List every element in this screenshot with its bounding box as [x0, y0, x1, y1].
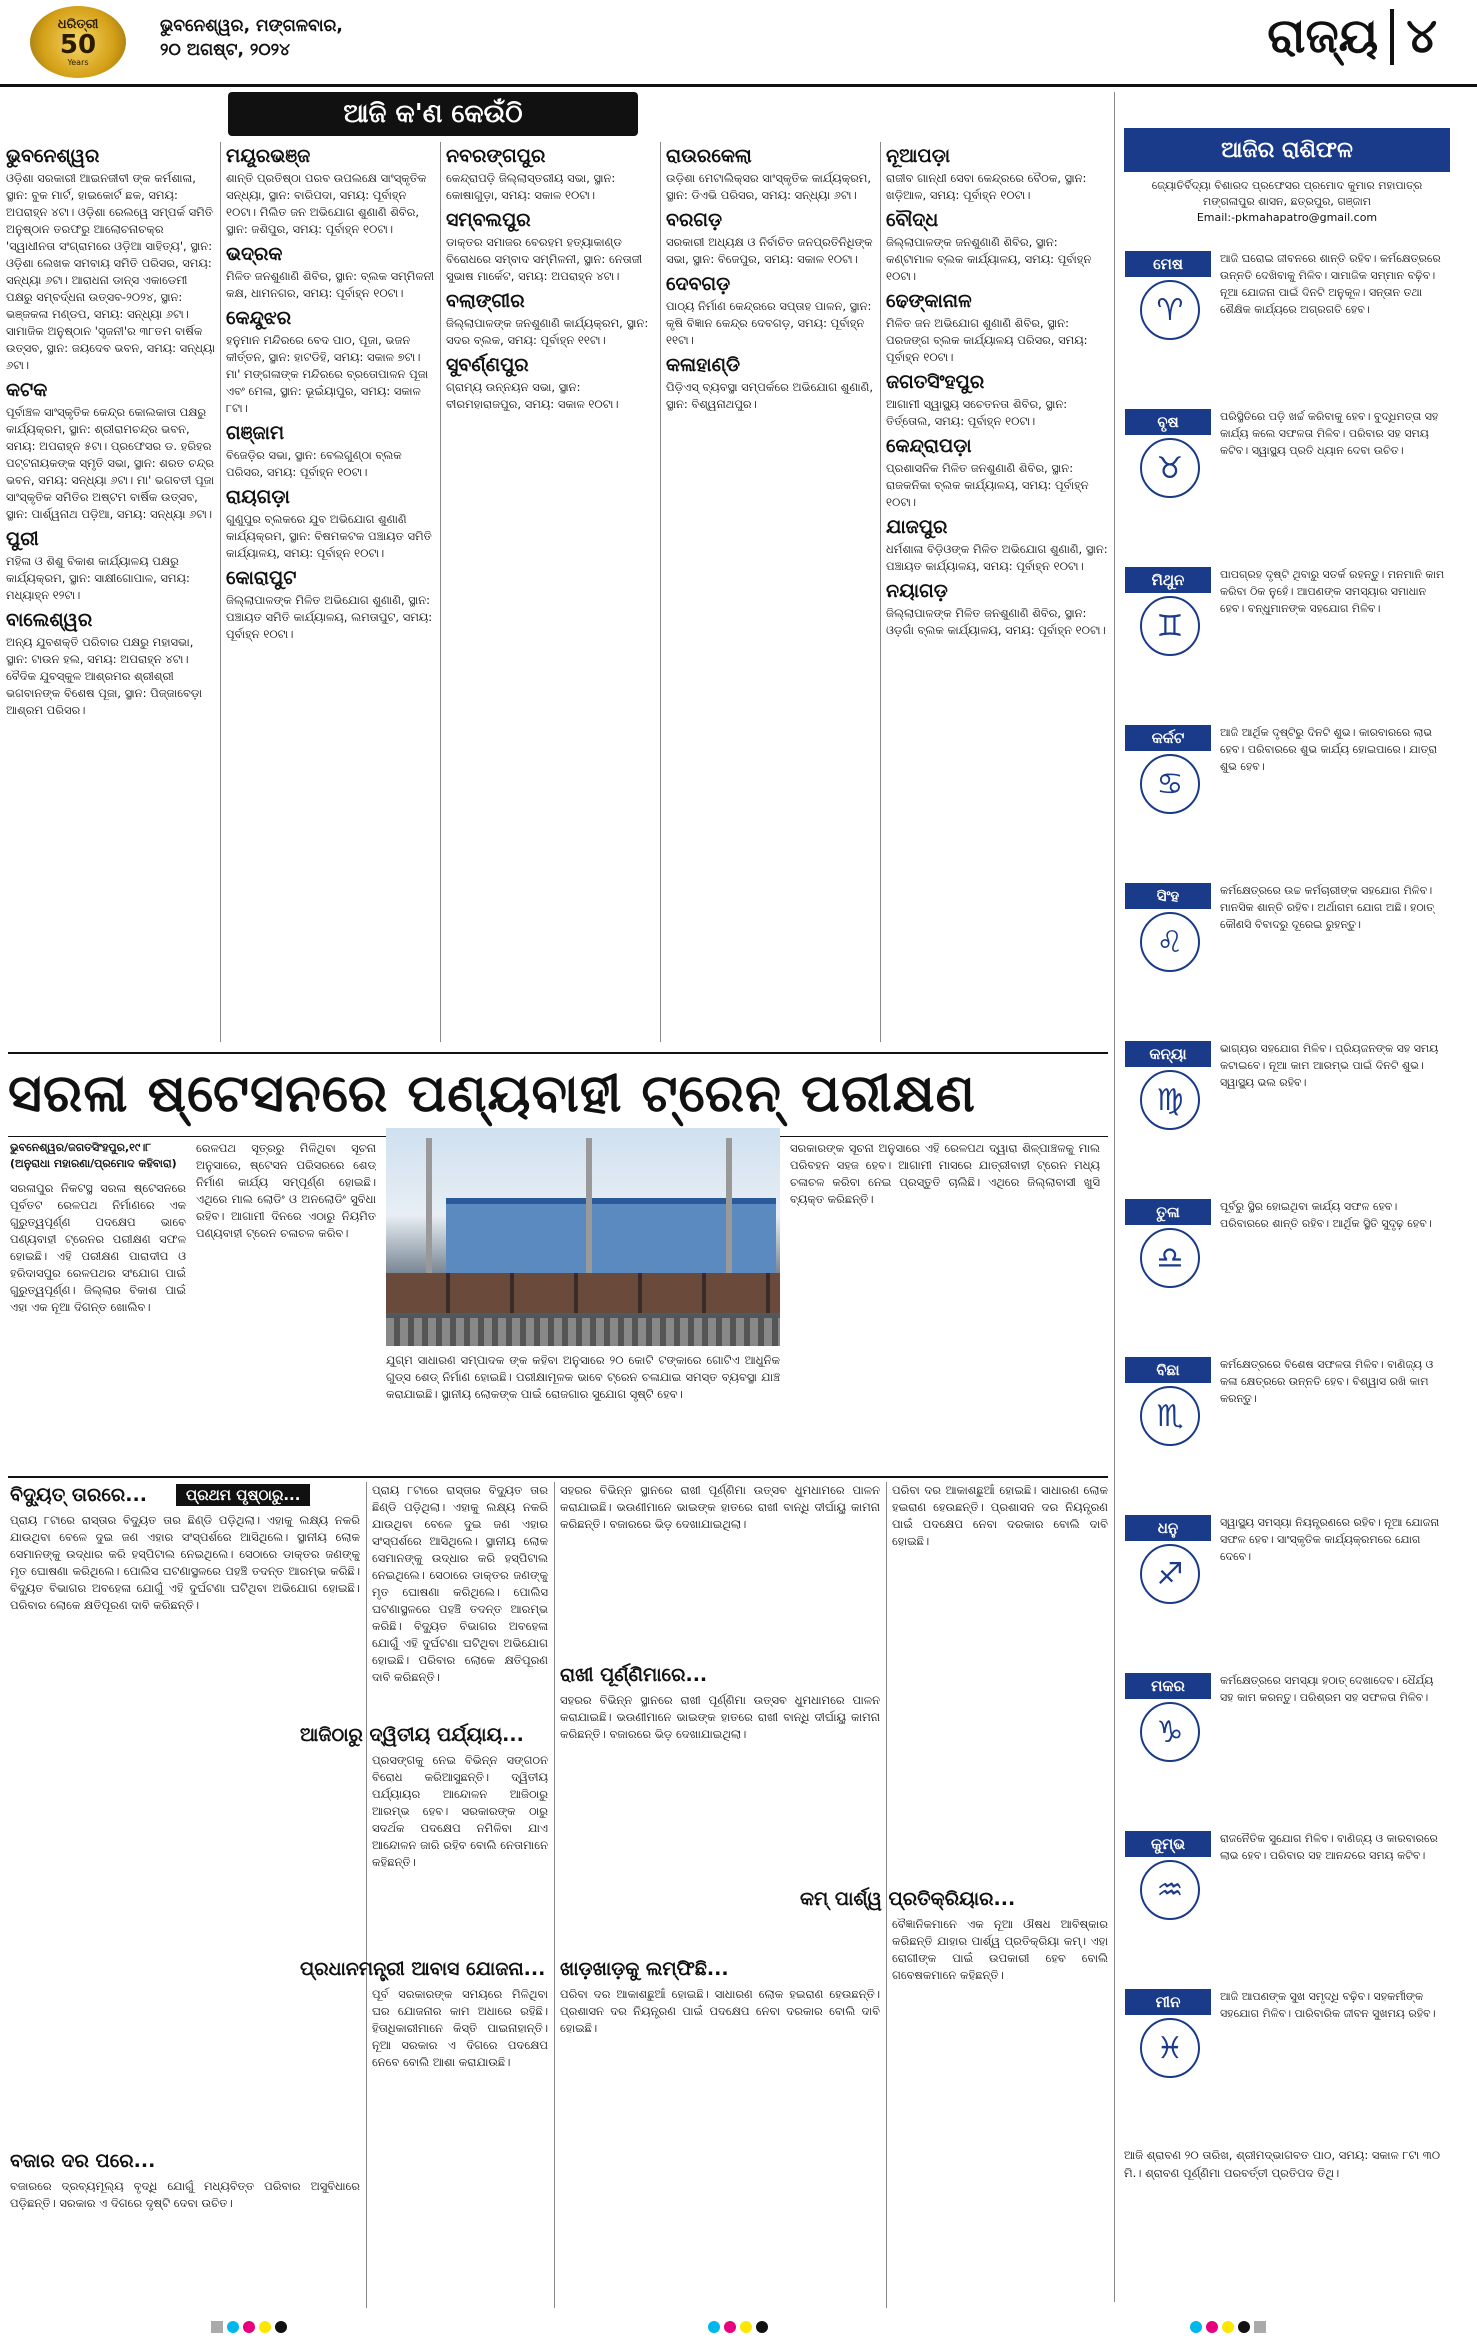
logo-sub: Years: [67, 58, 89, 67]
event-text: ଜିଲ୍ଲାପାଳଙ୍କ ଜନଶୁଣାଣି ଶିବିର, ସ୍ଥାନ: କଣ୍ଟାମାଳ ବ୍ଲକ କାର୍ଯ୍ୟାଳୟ, ସମୟ: ପୂର୍ବାହ୍ନ ୧୦ଟା।: [886, 235, 1092, 283]
events-column-1: [6, 142, 216, 1042]
event-text: ଗୁଣୁପୁର ବ୍ଲକରେ ଯୁବ ଅଭିଯୋଗ ଶୁଣାଣି କାର୍ଯ୍ୟକ୍ରମ, ସ୍ଥାନ: ବିଷମକଟକ ପଞ୍ଚାୟତ ସମିତି କାର୍ଯ୍ୟାଳୟ, ସମୟ: ପୂର୍ବାହ୍ନ ୧୦ଟା।: [226, 512, 432, 560]
black-dot: [275, 2321, 287, 2333]
story4-title: ରାଖୀ ପୂର୍ଣ୍ଣିମାରେ...: [560, 1664, 708, 1686]
event-text: ରାଜୀବ ଗାନ୍ଧୀ ସେବା କେନ୍ଦ୍ରରେ ବୈଠକ, ସ୍ଥାନ: ଖଡ଼ିଆଳ, ସମୟ: ପୂର୍ବାହ୍ନ ୧୦ଟା।: [886, 171, 1087, 202]
event-city: ରାୟଗଡ଼ା: [226, 486, 290, 508]
continued-tag: ପ୍ରଥମ ପୃଷ୍ଠାରୁ...: [176, 1484, 310, 1506]
event-city: ଦେବଗଡ଼: [666, 273, 731, 295]
event-text: କେନ୍ଦ୍ରାପଡ଼ି ଜିଲ୍ଲାସ୍ତରୀୟ ସଭା, ସ୍ଥାନ: କୋଷାଗୁଡ଼ା, ସମୟ: ସକାଳ ୧୦ଟା।: [446, 171, 616, 202]
event-text: ପିଡ଼ିଏସ୍ ବ୍ୟବସ୍ଥା ସମ୍ପର୍କରେ ଅଭିଯୋଗ ଶୁଣାଣି, ସ୍ଥାନ: ବିଶ୍ୱନାଥପୁର।: [666, 380, 873, 411]
yellow-dot: [740, 2321, 752, 2333]
byline-place: ଭୁବନେଶ୍ୱର/ଜଗତସିଂହପୁର,୧୯।୮: [10, 1141, 152, 1154]
zodiac-name: ତୁଳା: [1124, 1198, 1212, 1226]
zodiac-text: କର୍ମକ୍ଷେତ୍ରରେ ଉଚ୍ଚ କର୍ମଚାରୀଙ୍କ ସହଯୋଗ ମିଳିବ। ମାନସିକ ଶାନ୍ତି ରହିବ। ଅର୍ଥାଗମ ଯୋଗ ଅଛି। ହଠାତ୍ କୌଣସି ବିବାଦରୁ ଦୂରେଇ ରୁହନ୍ତୁ।: [1220, 884, 1435, 931]
story3-body: ପୂର୍ବ ସରକାରଙ୍କ ସମୟରେ ମିଳିଥିବା ଘର ଯୋଜନାର କାମ ଅଧାରେ ରହିଛି। ହିତାଧିକାରୀମାନେ କିସ୍ତି ପାଇନାହାନ୍ତି। ନୂଆ ସରକାର ଏ ଦିଗରେ ପଦକ୍ଷେପ ନେବେ ବୋଲି ଆଶା କରାଯାଉଛି।: [372, 1987, 548, 2069]
page-number: ୪: [1406, 8, 1437, 64]
rashifal-author: ଜ୍ୟୋତିର୍ବିଦ୍ୟା ବିଶାରଦ ପ୍ରଫେସର ପ୍ରମୋଦ କୁମାର ମହାପାତ୍ର: [1151, 179, 1423, 192]
zodiac-mesha: [1120, 246, 1454, 396]
event-city: ବରଗଡ଼: [666, 209, 723, 231]
story2-title: ଆଜିଠାରୁ ଦ୍ୱିତୀୟ ପର୍ଯ୍ୟାୟ...: [300, 1724, 524, 1746]
registration-mark: [211, 2321, 287, 2333]
story6-body: ବୈଜ୍ଞାନିକମାନେ ଏକ ନୂଆ ଔଷଧ ଆବିଷ୍କାର କରିଛନ୍ତି ଯାହାର ପାର୍ଶ୍ୱ ପ୍ରତିକ୍ରିୟା କମ୍। ଏହା ରୋଗୀଙ୍କ ପାଇଁ ଉପକାରୀ ହେବ ବୋଲି ଗବେଷକମାନେ କହିଛନ୍ତି।: [892, 1917, 1108, 1982]
event-city: ବଲାଙ୍ଗୀର: [446, 290, 525, 312]
story1-title: ବିଦ୍ୟୁତ୍ ତାରରେ...: [10, 1484, 147, 1506]
event-city: କେନ୍ଦୁଝର: [226, 307, 292, 329]
event-city: ଭୁବନେଶ୍ୱର: [6, 145, 100, 167]
event-city: କୋରାପୁଟ: [226, 567, 297, 589]
byline-authors: (ଅନୁରାଧା ମହାରଣା/ପ୍ରମୋଦ କହିବାରା): [10, 1157, 177, 1170]
cyan-dot: [708, 2321, 720, 2333]
black-dot: [756, 2321, 768, 2333]
cyan-dot: [1190, 2321, 1202, 2333]
column-divider: [554, 1482, 555, 2308]
story5-continued: ପରିବା ଦର ଆକାଶଛୁଆଁ ହୋଇଛି। ସାଧାରଣ ଲୋକ ହଇରାଣ ହେଉଛନ୍ତି। ପ୍ରଶାସନ ଦର ନିୟନ୍ତ୍ରଣ ପାଇଁ ପଦକ୍ଷେପ ନେବା ଦରକାର ବୋଲି ଦାବି ହୋଇଛି।: [892, 1483, 1108, 1548]
event-city: ରାଉରକେଲା: [666, 145, 752, 167]
zodiac-name: ବୃଷ: [1124, 408, 1212, 436]
event-city: ମୟୂରଭଞ୍ଜ: [226, 145, 311, 167]
events-banner: ଆଜି କ'ଣ କେଉଁଠି: [228, 92, 638, 136]
zodiac-tula: [1120, 1194, 1454, 1344]
event-city: ସମ୍ବଲପୁର: [446, 209, 531, 231]
event-city: ଯାଜପୁର: [886, 516, 948, 538]
event-text: ଓଡ଼ିଶା ସରକାରୀ ଆଇନଜୀବୀ ଙ୍କ କର୍ମଶାଳା, ସ୍ଥାନ: ବୁକ ମାର୍ଟ, ହାଇକୋର୍ଟ ଛକ, ସମୟ: ଅପରାହ୍ନ ୪ଟା। ଓଡ଼ିଶା ରେଲୱେ ସମ୍ପର୍କ ସମିତି ଅନୁଷ୍ଠାନ ତରଫରୁ ଆଲୋଚନାଚକ୍ର 'ସ୍ୱାଧୀନତା ସଂଗ୍ରାମରେ ଓଡ଼ିଆ ସାହିତ୍ୟ', ସ୍ଥାନ: ଓଡ଼ିଶା ଲେଖକ ସମବାୟ ସମିତି ପରିସର, ସମୟ: ସନ୍ଧ୍ୟା ୬ଟା। ଆରାଧନା ଡାନ୍ସ ଏକାଡେମୀ ପକ୍ଷରୁ ସମ୍ବର୍ଦ୍ଧନା ଉତ୍ସବ-୨୦୨୪, ସ୍ଥାନ: ଭଞ୍ଜକଳା ମଣ୍ଡପ, ସମୟ: ସନ୍ଧ୍ୟା ୬ଟା। ସାମାଜିକ ଅନୁଷ୍ଠାନ 'ସୃଜନୀ'ର ୩୮ତମ ବାର୍ଷିକ ଉତ୍ସବ, ସ୍ଥାନ: ଜୟଦେବ ଭବନ, ସମୟ: ସନ୍ଧ୍ୟା ୬ଟା।: [6, 171, 215, 372]
zodiac-dhanu: [1120, 1510, 1454, 1660]
logo-top: ଧରିତ୍ରୀ: [57, 17, 99, 32]
event-text: ପୂର୍ବାଞ୍ଚଳ ସାଂସ୍କୃତିକ କେନ୍ଦ୍ର କୋଲକାତା ପକ୍ଷରୁ କାର୍ଯ୍ୟକ୍ରମ, ସ୍ଥାନ: ଶ୍ରୀରାମଚନ୍ଦ୍ର ଭବନ, ସମୟ: ଅପରାହ୍ନ ୫ଟା। ପ୍ରଫେସର ଡ. ହରିହର ପଟ୍ଟନାୟକଙ୍କ ସ୍ମୃତି ସଭା, ସ୍ଥାନ: ଶରତ ଚନ୍ଦ୍ର ଭବନ, ସମୟ: ସନ୍ଧ୍ୟା ୬ଟା। ମା' ଭଗବତୀ ପୂଜା ସାଂସ୍କୃତିକ ସମିତିର ଅଷ୍ଟମ ବାର୍ଷିକ ଉତ୍ସବ, ସ୍ଥାନ: ପାର୍ଶ୍ୱନାଥ ପଡ଼ିଆ, ସମୟ: ସନ୍ଧ୍ୟା ୬ଟା।: [6, 405, 215, 521]
zodiac-text: ଆଜି ଆପଣଙ୍କ ସୁଖ ସମୃଦ୍ଧି ବଢ଼ିବ। ସହକର୍ମୀଙ୍କ ସହଯୋଗ ମିଳିବ। ପାରିବାରିକ ଜୀବନ ସୁଖମୟ ରହିବ।: [1220, 1990, 1436, 2020]
rashifal-title: ଆଜିର ରାଶିଫଳ: [1124, 128, 1450, 172]
magenta-dot: [243, 2321, 255, 2333]
section-divider: [1390, 9, 1394, 65]
event-text: ଉଡ଼ିଶା ମେଟାଲିକ୍ସର ସାଂସ୍କୃତିକ କାର୍ଯ୍ୟକ୍ରମ, ସ୍ଥାନ: ଡିଏଭି ପରିସର, ସମୟ: ସନ୍ଧ୍ୟା ୬ଟା।: [666, 171, 872, 202]
event-text: ହନୁମାନ ମନ୍ଦିରରେ ବେଦ ପାଠ, ପୂଜା, ଭଜନ କୀର୍ତ୍ତନ, ସ୍ଥାନ: ହାଟଡିହି, ସମୟ: ସକାଳ ୭ଟା। ମା' ମଙ୍ଗଳାଙ୍କ ମନ୍ଦିରରେ ବ୍ରତୋପାଳନ ପୂଜା ଏବଂ ମେଳା, ସ୍ଥାନ: ଭୂଇଁୟାପୁର, ସମୟ: ସକାଳ ୮ଟା।: [226, 333, 429, 415]
story1-body: ପ୍ରାୟ ୮ଟାରେ ରାସ୍ତାର ବିଦ୍ୟୁତ ତାର ଛିଣ୍ଡି ପଡ଼ିଥିଲା। ଏହାକୁ ଲକ୍ଷ୍ୟ ନକରି ଯାଉଥିବା ବେଳେ ଦୁଇ ଜଣ ଏହାର ସଂସ୍ପର୍ଶରେ ଆସିଥିଲେ। ସ୍ଥାନୀୟ ଲୋକ ସେମାନଙ୍କୁ ଉଦ୍ଧାର କରି ହସ୍ପିଟାଲ ନେଇଥିଲେ। ସେଠାରେ ଡାକ୍ତର ଜଣଙ୍କୁ ମୃତ ଘୋଷଣା କରିଥିଲେ। ପୋଲିସ ଘଟଣାସ୍ଥଳରେ ପହଞ୍ଚି ତଦନ୍ତ ଆରମ୍ଭ କରିଛି। ବିଦ୍ୟୁତ ବିଭାଗର ଅବହେଳା ଯୋଗୁଁ ଏହି ଦୁର୍ଘଟଣା ଘଟିଥିବା ଅଭିଯୋଗ ହୋଇଛି। ପରିବାର ଲୋକେ କ୍ଷତିପୂରଣ ଦାବି କରିଛନ୍ତି।: [10, 1513, 360, 1612]
zodiac-makara: [1120, 1668, 1454, 1818]
zodiac-bichha: [1120, 1352, 1454, 1502]
event-text: ଧର୍ମଶାଳା ବିଡ଼ିଓଙ୍କ ମିଳିତ ଅଭିଯୋଗ ଶୁଣାଣି, ସ୍ଥାନ: ପଞ୍ଚାୟତ କାର୍ଯ୍ୟାଳୟ, ସମୟ: ପୂର୍ବାହ୍ନ ୧୦ଟା।: [886, 542, 1108, 573]
story4-lead: ସହରର ବିଭିନ୍ନ ସ୍ଥାନରେ ରାଖୀ ପୂର୍ଣ୍ଣିମା ଉତ୍ସବ ଧୁମଧାମରେ ପାଳନ କରାଯାଇଛି। ଭଉଣୀମାନେ ଭାଇଙ୍କ ହାତରେ ରାଖୀ ବାନ୍ଧି ଦୀର୍ଘାୟୁ କାମନା କରିଛନ୍ତି। ବଜାରରେ ଭିଡ଼ ଦେଖାଯାଇଥିଲା।: [560, 1483, 880, 1531]
zodiac-text: ଆଜି ଆର୍ଥିକ ଦୃଷ୍ଟିରୁ ଦିନଟି ଶୁଭ। କାରବାରରେ ଲାଭ ହେବ। ପରିବାରରେ ଶୁଭ କାର୍ଯ୍ୟ ହୋଇପାରେ। ଯାତ୍ରା ଶୁଭ ହେବ।: [1220, 726, 1438, 773]
zodiac-text: କର୍ମକ୍ଷେତ୍ରରେ ସମସ୍ୟା ହଠାତ୍ ଦେଖାଦେବ। ଧୈର୍ଯ୍ୟ ସହ କାମ କରନ୍ତୁ। ପରିଶ୍ରମ ସହ ସଫଳତା ମିଳିବ।: [1220, 1674, 1434, 1704]
event-city: ଢେଙ୍କାନାଳ: [886, 290, 972, 312]
events-column-2: [226, 142, 436, 1042]
story7-body: ବଜାରରେ ଦ୍ରବ୍ୟମୂଲ୍ୟ ବୃଦ୍ଧି ଯୋଗୁଁ ମଧ୍ୟବିତ୍ତ ପରିବାର ଅସୁବିଧାରେ ପଡ଼ିଛନ୍ତି। ସରକାର ଏ ଦିଗରେ ଦୃଷ୍ଟି ଦେବା ଉଚିତ।: [10, 2179, 360, 2210]
zodiac-mithuna: [1120, 562, 1454, 712]
main-story-col3a: ଯୁଗ୍ମ ସାଧାରଣ ସମ୍ପାଦକ ଙ୍କ କହିବା ଅନୁସାରେ ୨୦ କୋଟି ଟଙ୍କାରେ ଗୋଟିଏ ଆଧୁନିକ ଗୁଡ୍‌ସ ଶେଡ୍ ନିର୍ମାଣ ହୋଇଛି। ପରୀକ୍ଷାମୂଳକ ଭାବେ ଟ୍ରେନ ଚଳାଯାଇ ସମସ୍ତ ବ୍ୟବସ୍ଥା ଯାଞ୍ଚ କରାଯାଇଛି। ସ୍ଥାନୀୟ ଲୋକଙ୍କ ପାଇଁ ରୋଜଗାର ସୁଯୋଗ ସୃଷ୍ଟି ହେବ।: [386, 1353, 780, 1401]
section-rule: [8, 1476, 1108, 1478]
zodiac-name: କୁମ୍ଭ: [1124, 1830, 1212, 1858]
event-text: ଡାକ୍ତର ସମାଜର ବେରହମ ହତ୍ୟାକାଣ୍ଡ ବିରୋଧରେ ସମ୍ବାଦ ସମ୍ମିଳନୀ, ସ୍ଥାନ: ନେତାଜୀ ସୁଭାଷ ମାର୍କେଟ, ସମୟ: ଅପରାହ୍ନ ୪ଟା।: [446, 235, 643, 283]
story5-body: ପରିବା ଦର ଆକାଶଛୁଆଁ ହୋଇଛି। ସାଧାରଣ ଲୋକ ହଇରାଣ ହେଉଛନ୍ତି। ପ୍ରଶାସନ ଦର ନିୟନ୍ତ୍ରଣ ପାଇଁ ପଦକ୍ଷେପ ନେବା ଦରକାର ବୋଲି ଦାବି ହୋଇଛି।: [560, 1987, 880, 2035]
gemini-icon: ♊: [1140, 596, 1200, 656]
train-photo: [386, 1128, 780, 1346]
grey-square: [211, 2321, 223, 2333]
anniversary-logo: [30, 6, 126, 78]
story4-body: ସହରର ବିଭିନ୍ନ ସ୍ଥାନରେ ରାଖୀ ପୂର୍ଣ୍ଣିମା ଉତ୍ସବ ଧୁମଧାମରେ ପାଳନ କରାଯାଇଛି। ଭଉଣୀମାନେ ଭାଇଙ୍କ ହାତରେ ରାଖୀ ବାନ୍ଧି ଦୀର୍ଘାୟୁ କାମନା କରିଛନ୍ତି। ବଜାରରେ ଭିଡ଼ ଦେଖାଯାଇଥିଲା।: [560, 1693, 880, 1741]
event-city: ନୂଆପଡ଼ା: [886, 145, 951, 167]
main-story-col1: ସରଳାପୁର ନିକଟସ୍ଥ ସରଳା ଷ୍ଟେସନରେ ପୂର୍ବତଟ ରେଳପଥ ନିର୍ମାଣରେ ଏକ ଗୁରୁତ୍ୱପୂର୍ଣ୍ଣ ପଦକ୍ଷେପ ଭାବେ ପଣ୍ୟବାହୀ ଟ୍ରେନର ପରୀକ୍ଷଣ ସଫଳ ହୋଇଛି। ଏହି ପରୀକ୍ଷଣ ପାରାଦୀପ ଓ ହରିଦାସପୁର ରେଳପଥର ସଂଯୋଗ ପାଇଁ ଗୁରୁତ୍ୱପୂର୍ଣ୍ଣ। ଜିଲ୍ଲାର ବିକାଶ ପାଇଁ ଏହା ଏକ ନୂଆ ଦିଗନ୍ତ ଖୋଲିବ।: [10, 1181, 186, 1314]
rashifal-email: Email:-pkmahapatro@gmail.com: [1196, 211, 1378, 224]
event-city: ଗଞ୍ଜାମ: [226, 422, 285, 444]
aquarius-icon: ♒: [1140, 1860, 1200, 1920]
leo-icon: ♌: [1140, 912, 1200, 972]
event-city: କଟକ: [6, 379, 48, 401]
column-divider: [220, 142, 221, 1042]
event-text: ପାଠ୍ୟ ନିର୍ମାଣ କେନ୍ଦ୍ରରେ ସପ୍ତାହ ପାଳନ, ସ୍ଥାନ: କୃଷି ବିଜ୍ଞାନ କେନ୍ଦ୍ର ଦେବଗଡ଼, ସମୟ: ପୂର୍ବାହ୍ନ ୧୧ଟା।: [666, 299, 872, 347]
zodiac-simha: [1120, 878, 1454, 1028]
date-line1: ଭୁବନେଶ୍ୱର, ମଙ୍ଗଳବାର,: [160, 16, 343, 36]
column-divider: [660, 142, 661, 1042]
event-city: ବୌଦ୍ଧ: [886, 209, 939, 231]
zodiac-name: ମୀନ: [1124, 1988, 1212, 2016]
pole: [426, 1138, 432, 1278]
event-text: ମହିଳା ଓ ଶିଶୁ ବିକାଶ କାର୍ଯ୍ୟାଳୟ ପକ୍ଷରୁ କାର୍ଯ୍ୟକ୍ରମ, ସ୍ଥାନ: ସାକ୍ଷୀଗୋପାଳ, ସମୟ: ମଧ୍ୟାହ୍ନ ୧୨ଟା।: [6, 554, 190, 602]
column-divider: [440, 142, 441, 1042]
event-text: ଜିଲ୍ଲାପାଳଙ୍କ ମିଳିତ ଅଭିଯୋଗ ଶୁଣାଣି, ସ୍ଥାନ: ପଞ୍ଚାୟତ ସମିତି କାର୍ଯ୍ୟାଳୟ, ଲମତାପୁଟ, ସମୟ: ପୂର୍ବାହ୍ନ ୧୦ଟା।: [226, 593, 433, 641]
grey-square: [1254, 2321, 1266, 2333]
event-text: ଜିଲ୍ଲାପାଳଙ୍କ ମିଳିତ ଜନଶୁଣାଣି ଶିବିର, ସ୍ଥାନ: ଓଡ଼ଗାଁ ବ୍ଲକ କାର୍ଯ୍ୟାଳୟ, ସମୟ: ପୂର୍ବାହ୍ନ ୧୦ଟା।: [886, 606, 1106, 637]
event-text: ଆଗାମୀ ସ୍ୱାସ୍ଥ୍ୟ ସଚେତନତା ଶିବିର, ସ୍ଥାନ: ତିର୍ତ୍ତୋଲ, ସମୟ: ପୂର୍ବାହ୍ନ ୧୦ଟା।: [886, 397, 1068, 428]
zodiac-name: ମିଥୁନ: [1124, 566, 1212, 594]
section-label: [1267, 8, 1437, 65]
date-line2: ୨୦ ଅଗଷ୍ଟ, ୨୦୨୪: [160, 40, 291, 60]
zodiac-text: ପୂର୍ବରୁ ସ୍ଥିର ହୋଇଥିବା କାର୍ଯ୍ୟ ସଫଳ ହେବ। ପରିବାରରେ ଶାନ୍ତି ରହିବ। ଆର୍ଥିକ ସ୍ଥିତି ସୁଦୃଢ଼ ହେବ।: [1220, 1200, 1432, 1230]
zodiac-text: ପରିସ୍ଥିତିରେ ପଡ଼ି ଖର୍ଚ୍ଚ କରିବାକୁ ହେବ। ବୁଦ୍ଧିମତ୍ତା ସହ କାର୍ଯ୍ୟ କଲେ ସଫଳତା ମିଳିବ। ପରିବାର ସହ ସମୟ କଟିବ। ସ୍ୱାସ୍ଥ୍ୟ ପ୍ରତି ଧ୍ୟାନ ଦେବା ଉଚିତ।: [1220, 410, 1439, 457]
pisces-icon: ♓: [1140, 2018, 1200, 2078]
yellow-dot: [1222, 2321, 1234, 2333]
event-city: ପୁରୀ: [6, 528, 39, 550]
logo-number: 50: [59, 30, 97, 60]
event-city: ବାଲେଶ୍ୱର: [6, 609, 93, 631]
event-city: ସୁବର୍ଣ୍ଣପୁର: [446, 354, 529, 376]
events-column-5: [886, 142, 1108, 1042]
main-headline: ସରଳା ଷ୍ଟେସନରେ ପଣ୍ୟବାହୀ ଟ୍ରେନ୍ ପରୀକ୍ଷଣ: [8, 1052, 1108, 1137]
zodiac-text: ପାପଗ୍ରହ ଦୃଷ୍ଟି ଥିବାରୁ ସତର୍କ ରହନ୍ତୁ। ମନମାନି କାମ କରିବା ଠିକ ନୁହେଁ। ଆପଣଙ୍କ ସମସ୍ୟାର ସମାଧାନ ହେବ। ବନ୍ଧୁମାନଙ୍କ ସହଯୋଗ ମିଳିବ।: [1220, 568, 1445, 615]
event-city: କଳାହାଣ୍ଡି: [666, 354, 741, 376]
column-divider: [366, 1482, 367, 2308]
registration-mark: [708, 2321, 768, 2333]
zodiac-name: ସିଂହ: [1124, 882, 1212, 910]
zodiac-name: ମେଷ: [1124, 250, 1212, 278]
capricorn-icon: ♑: [1140, 1702, 1200, 1762]
pole: [586, 1138, 592, 1278]
magenta-dot: [724, 2321, 736, 2333]
dateline: [160, 14, 343, 62]
event-city: ନବରଙ୍ଗପୁର: [446, 145, 546, 167]
main-byline: [10, 1140, 177, 1172]
event-city: ନୟାଗଡ଼: [886, 580, 948, 602]
zodiac-meena: [1120, 1984, 1454, 2134]
magenta-dot: [1206, 2321, 1218, 2333]
rashifal-divider: [1114, 92, 1115, 2302]
section-name: ରାଜ୍ୟ: [1267, 8, 1379, 64]
story5-title: ଖାଡ଼ଖାଡ଼କୁ ଲମ୍ଫିଛି...: [560, 1958, 729, 1980]
event-text: ଗ୍ରାମ୍ୟ ଉନ୍ନୟନ ସଭା, ସ୍ଥାନ: ବୀରମହାରାଜପୁର, ସମୟ: ସକାଳ ୧୦ଟା।: [446, 380, 619, 411]
zodiac-name: ଧନୁ: [1124, 1514, 1212, 1542]
cancer-icon: ♋: [1140, 754, 1200, 814]
cyan-dot: [227, 2321, 239, 2333]
zodiac-name: କନ୍ୟା: [1124, 1040, 1212, 1068]
rashifal-footer: ଆଜି ଶ୍ରାବଣ ୨୦ ତାରିଖ, ଶ୍ରୀମଦ୍‌ଭାଗବତ ପାଠ, ସମୟ: ସକାଳ ୮ଟା ୩୦ ମି.। ଶ୍ରାବଣ ପୂର୍ଣ୍ଣିମା ପରବର୍ତ୍ତୀ ପ୍ରତିପଦ ତିଥି।: [1124, 2148, 1441, 2180]
event-city: କେନ୍ଦ୍ରାପଡ଼ା: [886, 435, 972, 457]
zodiac-text: ଭାଗ୍ୟର ସହଯୋଗ ମିଳିବ। ପ୍ରିୟଜନଙ୍କ ସହ ସମୟ କଟାଇବେ। ନୂଆ କାମ ଆରମ୍ଭ ପାଇଁ ଦିନଟି ଶୁଭ। ସ୍ୱାସ୍ଥ୍ୟ ଭଲ ରହିବ।: [1220, 1042, 1439, 1089]
print-marks: [0, 2314, 1477, 2339]
zodiac-name: କର୍କଟ: [1124, 724, 1212, 752]
event-text: ମିଳିତ ଜନଶୁଣାଣି ଶିବିର, ସ୍ଥାନ: ବ୍ଲକ ସମ୍ମିଳନୀ କକ୍ଷ, ଧାମନଗର, ସମୟ: ପୂର୍ବାହ୍ନ ୧୦ଟା।: [226, 269, 435, 300]
masthead: [0, 0, 1477, 87]
event-text: ଅନ୍ୟ ଯୁବଶକ୍ତି ପରିବାର ପକ୍ଷରୁ ମହାସଭା, ସ୍ଥାନ: ଟାଉନ ହଲ, ସମୟ: ଅପରାହ୍ନ ୪ଟା। ବୈଦିକ ଯୁବସ୍କୁଳ ଆଶ୍ରମର ଶ୍ରୀଶ୍ରୀ ଭଗବାନଙ୍କ ବିଶେଷ ପୂଜା, ସ୍ଥାନ: ପିଜ୍ଜାବେଡ଼ା ଆଶ୍ରମ ପରିସର।: [6, 635, 202, 717]
event-text: ଶାନ୍ତି ପ୍ରତିଷ୍ଠା ପରବ ଉପଲକ୍ଷେ ସାଂସ୍କୃତିକ ସନ୍ଧ୍ୟା, ସ୍ଥାନ: ବାରିପଦା, ସମୟ: ପୂର୍ବାହ୍ନ ୧୦ଟା। ମିଲିତ ଜନ ଅଭିଯୋଗ ଶୁଣାଣି ଶିବିର, ସ୍ଥାନ: ଜଶିପୁର, ସମୟ: ପୂର୍ବାହ୍ନ ୧୦ଟା।: [226, 171, 427, 236]
railway-track: [386, 1318, 780, 1346]
yellow-dot: [259, 2321, 271, 2333]
black-dot: [1238, 2321, 1250, 2333]
pole: [726, 1138, 732, 1278]
story6-title: କମ୍ ପାର୍ଶ୍ୱ ପ୍ରତିକ୍ରିୟାର...: [800, 1888, 1016, 1910]
event-text: ପ୍ରଶାସନିକ ମିଳିତ ଜନଶୁଣାଣି ଶିବିର, ସ୍ଥାନ: ରାଜକନିକା ବ୍ଲକ କାର୍ଯ୍ୟାଳୟ, ସମୟ: ପୂର୍ବାହ୍ନ ୧୦ଟା।: [886, 461, 1089, 509]
zodiac-kanya: [1120, 1036, 1454, 1186]
libra-icon: ♎: [1140, 1228, 1200, 1288]
taurus-icon: ♉: [1140, 438, 1200, 498]
story2-body: ପ୍ରସଙ୍ଗକୁ ନେଇ ବିଭିନ୍ନ ସଙ୍ଗଠନ ବିରୋଧ କରିଆସୁଛନ୍ତି। ଦ୍ୱିତୀୟ ପର୍ଯ୍ୟାୟର ଆନ୍ଦୋଳନ ଆଜିଠାରୁ ଆରମ୍ଭ ହେବ। ସରକାରଙ୍କ ଠାରୁ ସଦର୍ଥକ ପଦକ୍ଷେପ ନମିଳିବା ଯାଏ ଆନ୍ଦୋଳନ ଜାରି ରହିବ ବୋଲି ନେତାମାନେ କହିଛନ୍ତି।: [372, 1753, 548, 1869]
event-city: ଭଦ୍ରକ: [226, 243, 283, 265]
zodiac-kumbha: [1120, 1826, 1454, 1976]
zodiac-name: ମକର: [1124, 1672, 1212, 1700]
event-text: ମିଳିତ ଜନ ଅଭିଯୋଗ ଶୁଣାଣି ଶିବିର, ସ୍ଥାନ: ପରଜଙ୍ଗ ବ୍ଲକ କାର୍ଯ୍ୟାଳୟ ପରିସର, ସମୟ: ପୂର୍ବାହ୍ନ ୧୦ଟା।: [886, 316, 1088, 364]
scorpio-icon: ♏: [1140, 1386, 1200, 1446]
events-column-4: [666, 142, 876, 1042]
zodiac-brisha: [1120, 404, 1454, 554]
event-text: ଜିଲ୍ଲାପାଳଙ୍କ ଜନଶୁଣାଣି କାର୍ଯ୍ୟକ୍ରମ, ସ୍ଥାନ: ସଦର ବ୍ଲକ, ସମୟ: ପୂର୍ବାହ୍ନ ୧୧ଟା।: [446, 316, 649, 347]
sagittarius-icon: ♐: [1140, 1544, 1200, 1604]
story1-continued: ପ୍ରାୟ ୮ଟାରେ ରାସ୍ତାର ବିଦ୍ୟୁତ ତାର ଛିଣ୍ଡି ପଡ଼ିଥିଲା। ଏହାକୁ ଲକ୍ଷ୍ୟ ନକରି ଯାଉଥିବା ବେଳେ ଦୁଇ ଜଣ ଏହାର ସଂସ୍ପର୍ଶରେ ଆସିଥିଲେ। ସ୍ଥାନୀୟ ଲୋକ ସେମାନଙ୍କୁ ଉଦ୍ଧାର କରି ହସ୍ପିଟାଲ ନେଇଥିଲେ। ସେଠାରେ ଡାକ୍ତର ଜଣଙ୍କୁ ମୃତ ଘୋଷଣା କରିଥିଲେ। ପୋଲିସ ଘଟଣାସ୍ଥଳରେ ପହଞ୍ଚି ତଦନ୍ତ ଆରମ୍ଭ କରିଛି। ବିଦ୍ୟୁତ ବିଭାଗର ଅବହେଳା ଯୋଗୁଁ ଏହି ଦୁର୍ଘଟଣା ଘଟିଥିବା ଅଭିଯୋଗ ହୋଇଛି। ପରିବାର ଲୋକେ କ୍ଷତିପୂରଣ ଦାବି କରିଛନ୍ତି।: [372, 1483, 548, 1684]
zodiac-text: ରାଜନୈତିକ ସୁଯୋଗ ମିଳିବ। ବାଣିଜ୍ୟ ଓ କାରବାରରେ ଲାଭ ହେବ। ପରିବାର ସହ ଆନନ୍ଦରେ ସମୟ କଟିବ।: [1220, 1832, 1438, 1862]
virgo-icon: ♍: [1140, 1070, 1200, 1130]
rashifal-address: ମଙ୍ଗଳାପୁର ଶାସନ, ଛତ୍ରପୁର, ଗଞ୍ଜାମ: [1203, 195, 1371, 208]
event-text: ସରକାରୀ ଅଧ୍ୟକ୍ଷ ଓ ନିର୍ବାଚିତ ଜନପ୍ରତିନିଧିଙ୍କ ସଭା, ସ୍ଥାନ: ବିଜେପୁର, ସମୟ: ସକାଳ ୧୦ଟା।: [666, 235, 873, 266]
registration-mark: [1190, 2321, 1266, 2333]
story7-title: ବଜାର ଦର ପରେ...: [10, 2150, 156, 2172]
zodiac-name: ବିଛା: [1124, 1356, 1212, 1384]
zodiac-text: ଆଜି ଘରୋଇ ଜୀବନରେ ଶାନ୍ତି ରହିବ। କର୍ମକ୍ଷେତ୍ରରେ ଉନ୍ନତି ଦେଖିବାକୁ ମିଳିବ। ସାମାଜିକ ସମ୍ମାନ ବଢ଼ିବ। ନୂଆ ଯୋଜନା ପାଇଁ ଦିନଟି ଅନୁକୂଳ। ସନ୍ତାନ ତଥା ଶୈକ୍ଷିକ କାର୍ଯ୍ୟରେ ଅଗ୍ରଗତି ହେବ।: [1220, 252, 1441, 316]
event-text: ବିଜେଡ଼ିର ସଭା, ସ୍ଥାନ: ବେଲଗୁଣ୍ଠା ବ୍ଲକ ପରିସର, ସମୟ: ପୂର୍ବାହ୍ନ ୧୦ଟା।: [226, 448, 402, 479]
event-city: ଜଗତସିଂହପୁର: [886, 371, 985, 393]
events-column-3: [446, 142, 656, 1042]
story3-title: ପ୍ରଧାନମନ୍ତ୍ରୀ ଆବାସ ଯୋଜନା...: [300, 1958, 546, 1980]
column-divider: [880, 142, 881, 1042]
zodiac-text: କର୍ମକ୍ଷେତ୍ରରେ ବିଶେଷ ସଫଳତା ମିଳିବ। ବାଣିଜ୍ୟ ଓ କଳା କ୍ଷେତ୍ରରେ ଉନ୍ନତି ହେବ। ବିଶ୍ୱାସ ରଖି କାମ କରନ୍ତୁ।: [1220, 1358, 1434, 1405]
goods-train: [386, 1273, 780, 1313]
zodiac-karkata: [1120, 720, 1454, 870]
aries-icon: ♈: [1140, 280, 1200, 340]
main-story-col4: ସରକାରଙ୍କ ସୂଚନା ଅନୁସାରେ ଏହି ରେଳପଥ ଦ୍ୱାରା ଶିଳ୍ପାଞ୍ଚଳକୁ ମାଲ ପରିବହନ ସହଜ ହେବ। ଆଗାମୀ ମାସରେ ଯାତ୍ରୀବାହୀ ଟ୍ରେନ ମଧ୍ୟ ଚଳାଚଳ କରିବା ନେଇ ପ୍ରସ୍ତୁତି ଚାଲିଛି। ଏଥିରେ ଜିଲ୍ଲାବାସୀ ଖୁସି ବ୍ୟକ୍ତ କରିଛନ୍ତି।: [790, 1141, 1100, 1206]
rashifal-byline: [1124, 178, 1450, 226]
zodiac-text: ସ୍ୱାସ୍ଥ୍ୟ ସମସ୍ୟା ନିୟନ୍ତ୍ରଣରେ ରହିବ। ନୂଆ ଯୋଜନା ସଫଳ ହେବ। ସାଂସ୍କୃତିକ କାର୍ଯ୍ୟକ୍ରମରେ ଯୋଗ ଦେବେ।: [1220, 1516, 1440, 1563]
main-story-col2: ରେଳପଥ ସୂତ୍ରରୁ ମିଳିଥିବା ସୂଚନା ଅନୁସାରେ, ଷ୍ଟେସନ ପରିସରରେ ଶେଡ୍ ନିର୍ମାଣ କାର୍ଯ୍ୟ ସମ୍ପୂର୍ଣ୍ଣ ହୋଇଛି। ଏଥିରେ ମାଲ ଲୋଡିଂ ଓ ଅନଲୋଡିଂ ସୁବିଧା ରହିବ। ଆଗାମୀ ଦିନରେ ଏଠାରୁ ନିୟମିତ ପଣ୍ୟବାହୀ ଟ୍ରେନ ଚଳାଚଳ କରିବ।: [196, 1141, 376, 1240]
